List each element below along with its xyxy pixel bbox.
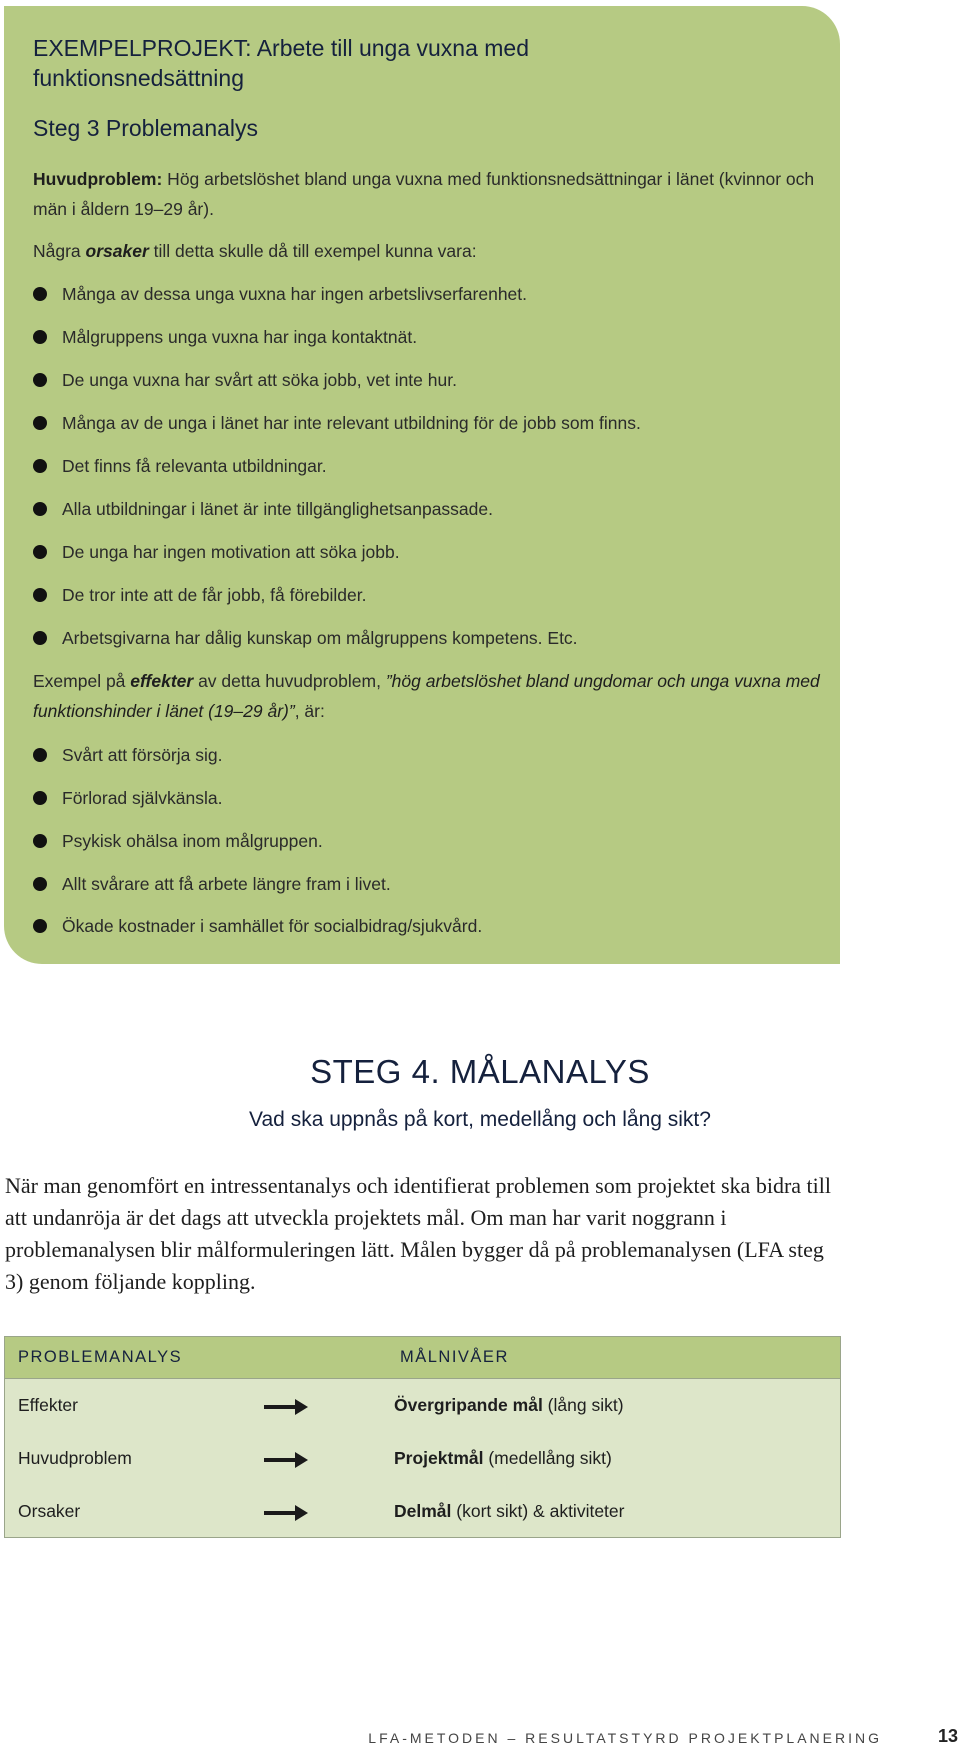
goal-level: Övergripande mål <box>394 1395 543 1415</box>
bullet-icon <box>33 416 47 430</box>
table-row-left: Effekter <box>18 1395 78 1415</box>
bullet-icon <box>33 502 47 516</box>
cause-item <box>33 537 400 567</box>
cause-text: Alla utbildningar i länet är inte tillgänglighetsanpassade. <box>62 499 493 519</box>
cause-item <box>33 322 417 352</box>
causes-intro-pre: Några <box>33 241 86 261</box>
cause-text: De unga har ingen motivation att söka jobb. <box>62 542 400 562</box>
cause-text: Målgruppens unga vuxna har inga kontaktnät. <box>62 327 418 347</box>
cause-item <box>33 365 457 395</box>
step4-body: När man genomfört en intressentanalys och identifierat problemen som projektet ska bidra till att undanröja är det dags att utveckla projektets mål. Om man har varit noggrann i problemanalysen blir målformuleringen lätt. Målen bygger då på problemanalysen (LFA steg 3) genom följande koppling. <box>5 1173 831 1294</box>
goal-level: Delmål <box>394 1501 452 1521</box>
effect-text: Svårt att försörja sig. <box>62 745 223 765</box>
bullet-icon <box>33 373 47 387</box>
cause-item <box>33 279 527 309</box>
header-problemanalys: PROBLEMANALYS <box>18 1348 183 1366</box>
cause-text: Arbetsgivarna har dålig kunskap om målgruppens kompetens. Etc. <box>62 628 578 648</box>
page-number: 13 <box>937 1726 958 1746</box>
table-header <box>5 1337 840 1379</box>
effect-item <box>33 869 391 899</box>
table-row-left: Huvudproblem <box>18 1448 132 1468</box>
table-row-right <box>394 1501 624 1522</box>
effects-word: effekter <box>130 671 194 691</box>
goal-term: (kort sikt) & aktiviteter <box>451 1501 625 1521</box>
effects-quote: ”hög arbetslöshet bland ungdomar och unga vuxna med funktionshinder i länet (19–29 år)” <box>33 671 820 721</box>
bullet-icon <box>33 631 47 645</box>
goal-level: Projektmål <box>394 1448 484 1468</box>
cause-text: Det finns få relevanta utbildningar. <box>62 456 327 476</box>
cause-item <box>33 451 327 481</box>
table-row-right <box>394 1395 624 1416</box>
cause-item <box>33 408 641 438</box>
main-problem-paragraph <box>33 164 823 224</box>
effects-intro-pre: Exempel på <box>33 671 131 691</box>
cause-text: De tror inte att de får jobb, få förebilder. <box>62 585 367 605</box>
arrow-right-icon <box>263 1451 309 1469</box>
bullet-icon <box>33 791 47 805</box>
bullet-icon <box>33 330 47 344</box>
causes-intro <box>33 236 823 266</box>
step4-heading: STEG 4. MÅLANALYS <box>310 1053 650 1090</box>
mapping-table <box>4 1336 841 1538</box>
bullet-icon <box>33 545 47 559</box>
goal-term: (medellång sikt) <box>483 1448 612 1468</box>
cause-text: Många av de unga i länet har inte relevant utbildning för de jobb som finns. <box>62 413 641 433</box>
effect-item <box>33 826 323 856</box>
bullet-icon <box>33 877 47 891</box>
footer-text: LFA-METODEN – RESULTATSTYRD PROJEKTPLANERING <box>368 1730 882 1746</box>
cause-text: Många av dessa unga vuxna har ingen arbetslivserfarenhet. <box>62 284 528 304</box>
box-subtitle: Steg 3 Problemanalys <box>33 115 259 141</box>
cause-item <box>33 623 578 653</box>
cause-item <box>33 580 366 610</box>
effects-intro <box>33 666 823 726</box>
cause-text: De unga vuxna har svårt att söka jobb, vet inte hur. <box>62 370 457 390</box>
causes-word: orsaker <box>85 241 149 261</box>
step4-subheading: Vad ska uppnås på kort, medellång och lång sikt? <box>249 1108 711 1131</box>
table-row-right <box>394 1448 612 1469</box>
example-project-box <box>4 6 840 964</box>
arrow-right-icon <box>263 1504 309 1522</box>
effects-intro-post: , är: <box>294 701 325 721</box>
bullet-icon <box>33 287 47 301</box>
bullet-icon <box>33 459 47 473</box>
effects-intro-mid: av detta huvudproblem, <box>193 671 386 691</box>
arrow-right-icon <box>263 1398 309 1416</box>
bullet-icon <box>33 588 47 602</box>
effect-text: Allt svårare att få arbete längre fram i livet. <box>62 874 391 894</box>
effect-text: Ökade kostnader i samhället för socialbidrag/sjukvård. <box>62 916 483 936</box>
box-title: EXEMPELPROJEKT: Arbete till unga vuxna med funktionsnedsättning <box>33 35 530 91</box>
main-problem-label: Huvudproblem: <box>33 169 163 189</box>
effect-item <box>33 740 222 770</box>
effect-text: Förlorad självkänsla. <box>62 788 223 808</box>
main-problem-text: Hög arbetslöshet bland unga vuxna med funktionsnedsättningar i länet (kvinnor och män i åldern 19–29 år). <box>33 169 815 219</box>
effect-text: Psykisk ohälsa inom målgruppen. <box>62 831 323 851</box>
bullet-icon <box>33 834 47 848</box>
effect-item <box>33 911 482 941</box>
table-row-left: Orsaker <box>18 1501 81 1521</box>
cause-item <box>33 494 493 524</box>
bullet-icon <box>33 748 47 762</box>
effect-item <box>33 783 222 813</box>
bullet-icon <box>33 919 47 933</box>
causes-intro-post: till detta skulle då till exempel kunna vara: <box>148 241 477 261</box>
goal-term: (lång sikt) <box>542 1395 624 1415</box>
header-malnivaer: MÅLNIVÅER <box>400 1348 509 1366</box>
